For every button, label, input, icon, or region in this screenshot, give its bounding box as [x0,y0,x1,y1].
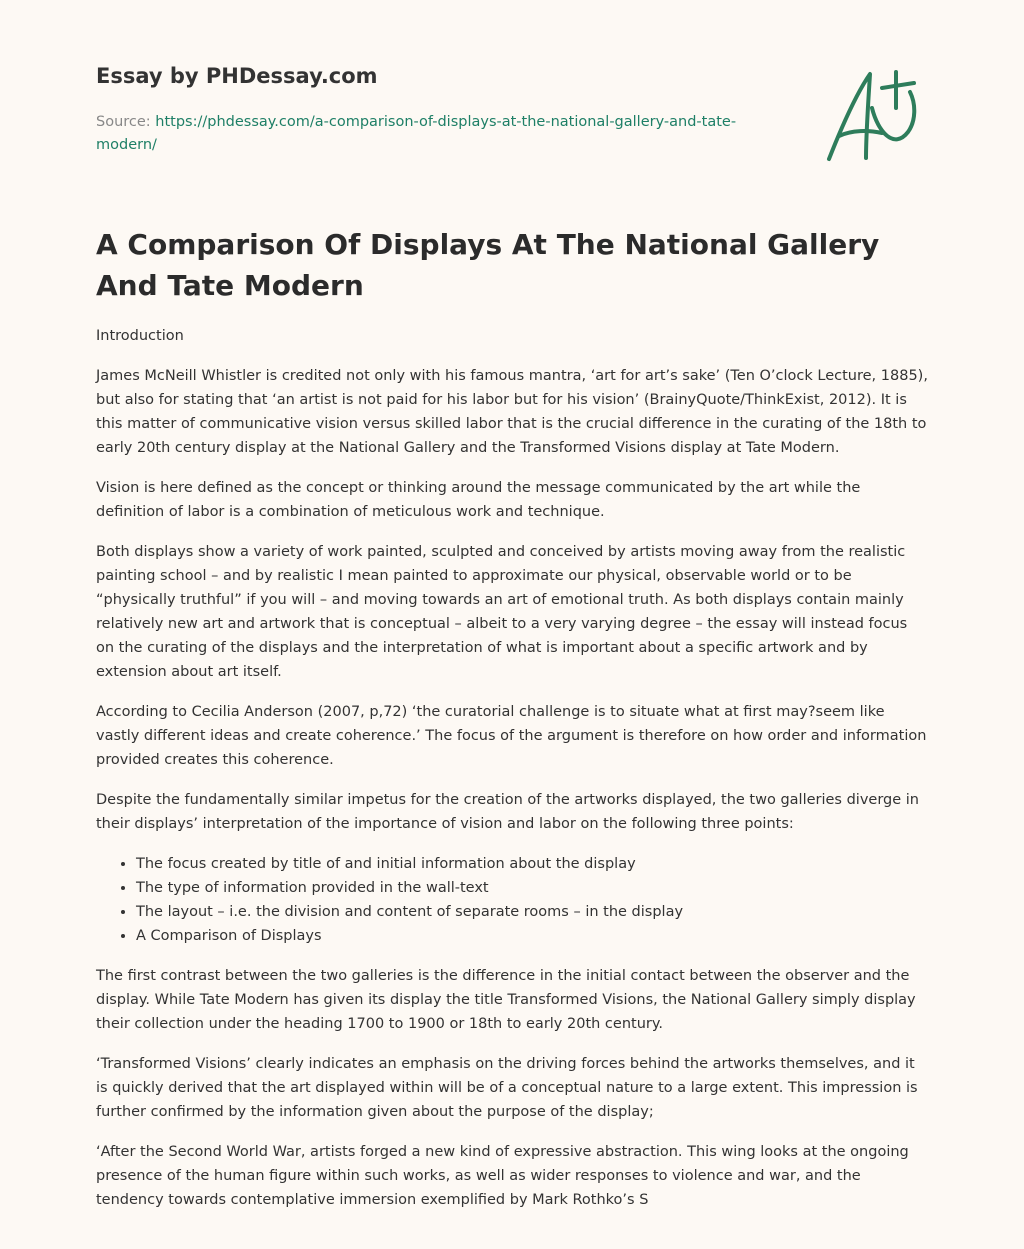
paragraph: The first contrast between the two galleries is the difference in the initial contact between the observer and the display. While Tate Modern has given its display the title Transformed Visions, the National Gallery simply display their collection under the heading 1700 to 1900 or 18th to early 20th century. [96,968,916,1032]
source-line [96,111,746,157]
paragraph: According to Cecilia Anderson (2007, p,72) ‘the curatorial challenge is to situate what at first may?seem like vastly different ideas and create coherence.’ The focus of the argument is therefore on how order and information provided creates this coherence. [96,704,927,768]
intro-heading: Introduction [96,328,184,344]
paragraph: Despite the fundamentally similar impetus for the creation of the artworks displayed, the two galleries diverge in their displays’ interpretation of the importance of vision and labor on the following three points: [96,792,919,832]
paragraph: ‘After the Second World War, artists forged a new kind of expressive abstraction. This wing looks at the ongoing presence of the human figure within such works, as well as wider responses to violence and war, and the tendency towards contemplative immersion exemplified by Mark Rothko’s S [96,1144,909,1208]
site-title: Essay by PHDessay.com [96,64,378,88]
a-plus-logo-icon [822,66,932,166]
essay-title: A Comparison Of Displays At The National Gallery And Tate Modern [96,228,880,302]
source-link[interactable]: https://phdessay.com/a-comparison-of-displays-at-the-national-gallery-and-tate-modern/ [96,114,737,153]
points-list [96,852,928,948]
list-item: • The type of information provided in the wall-text [136,876,928,900]
source-label: Source: [96,114,151,130]
paragraph: Both displays show a variety of work painted, sculpted and conceived by artists moving away from the realistic painting school – and by realistic I mean painted to approximate our physical, observable world or to be “physically truthful” if you will – and moving towards an art of emotional truth. As both displays contain mainly relatively new art and artwork that is conceptual – albeit to a very varying degree – the essay will instead focus on the curating of the displays and the interpretation of what is important about a specific artwork and by extension about art itself. [96,544,908,680]
list-item: • The focus created by title of and initial information about the display [136,852,928,876]
list-item: • The layout – i.e. the division and content of separate rooms – in the display [136,900,928,924]
paragraph: James McNeill Whistler is credited not only with his famous mantra, ‘art for art’s sake’ (Ten O’clock Lecture, 1885), but also for stating that ‘an artist is not paid for his labor but for his vision’ (BrainyQuote/ThinkExist, 2012). It is this matter of communicative vision versus skilled labor that is the crucial difference in the curating of the 18th to early 20th century display at the National Gallery and the Transformed Visions display at Tate Modern. [96,368,928,456]
paragraph: ‘Transformed Visions’ clearly indicates an emphasis on the driving forces behind the artworks themselves, and it is quickly derived that the art displayed within will be of a conceptual nature to a large extent. This impression is further confirmed by the information given about the purpose of the display; [96,1056,918,1120]
list-item: • A Comparison of Displays [136,924,928,948]
paragraph: Vision is here defined as the concept or thinking around the message communicated by the art while the definition of labor is a combination of meticulous work and technique. [96,480,861,520]
essay-body [96,324,928,1228]
